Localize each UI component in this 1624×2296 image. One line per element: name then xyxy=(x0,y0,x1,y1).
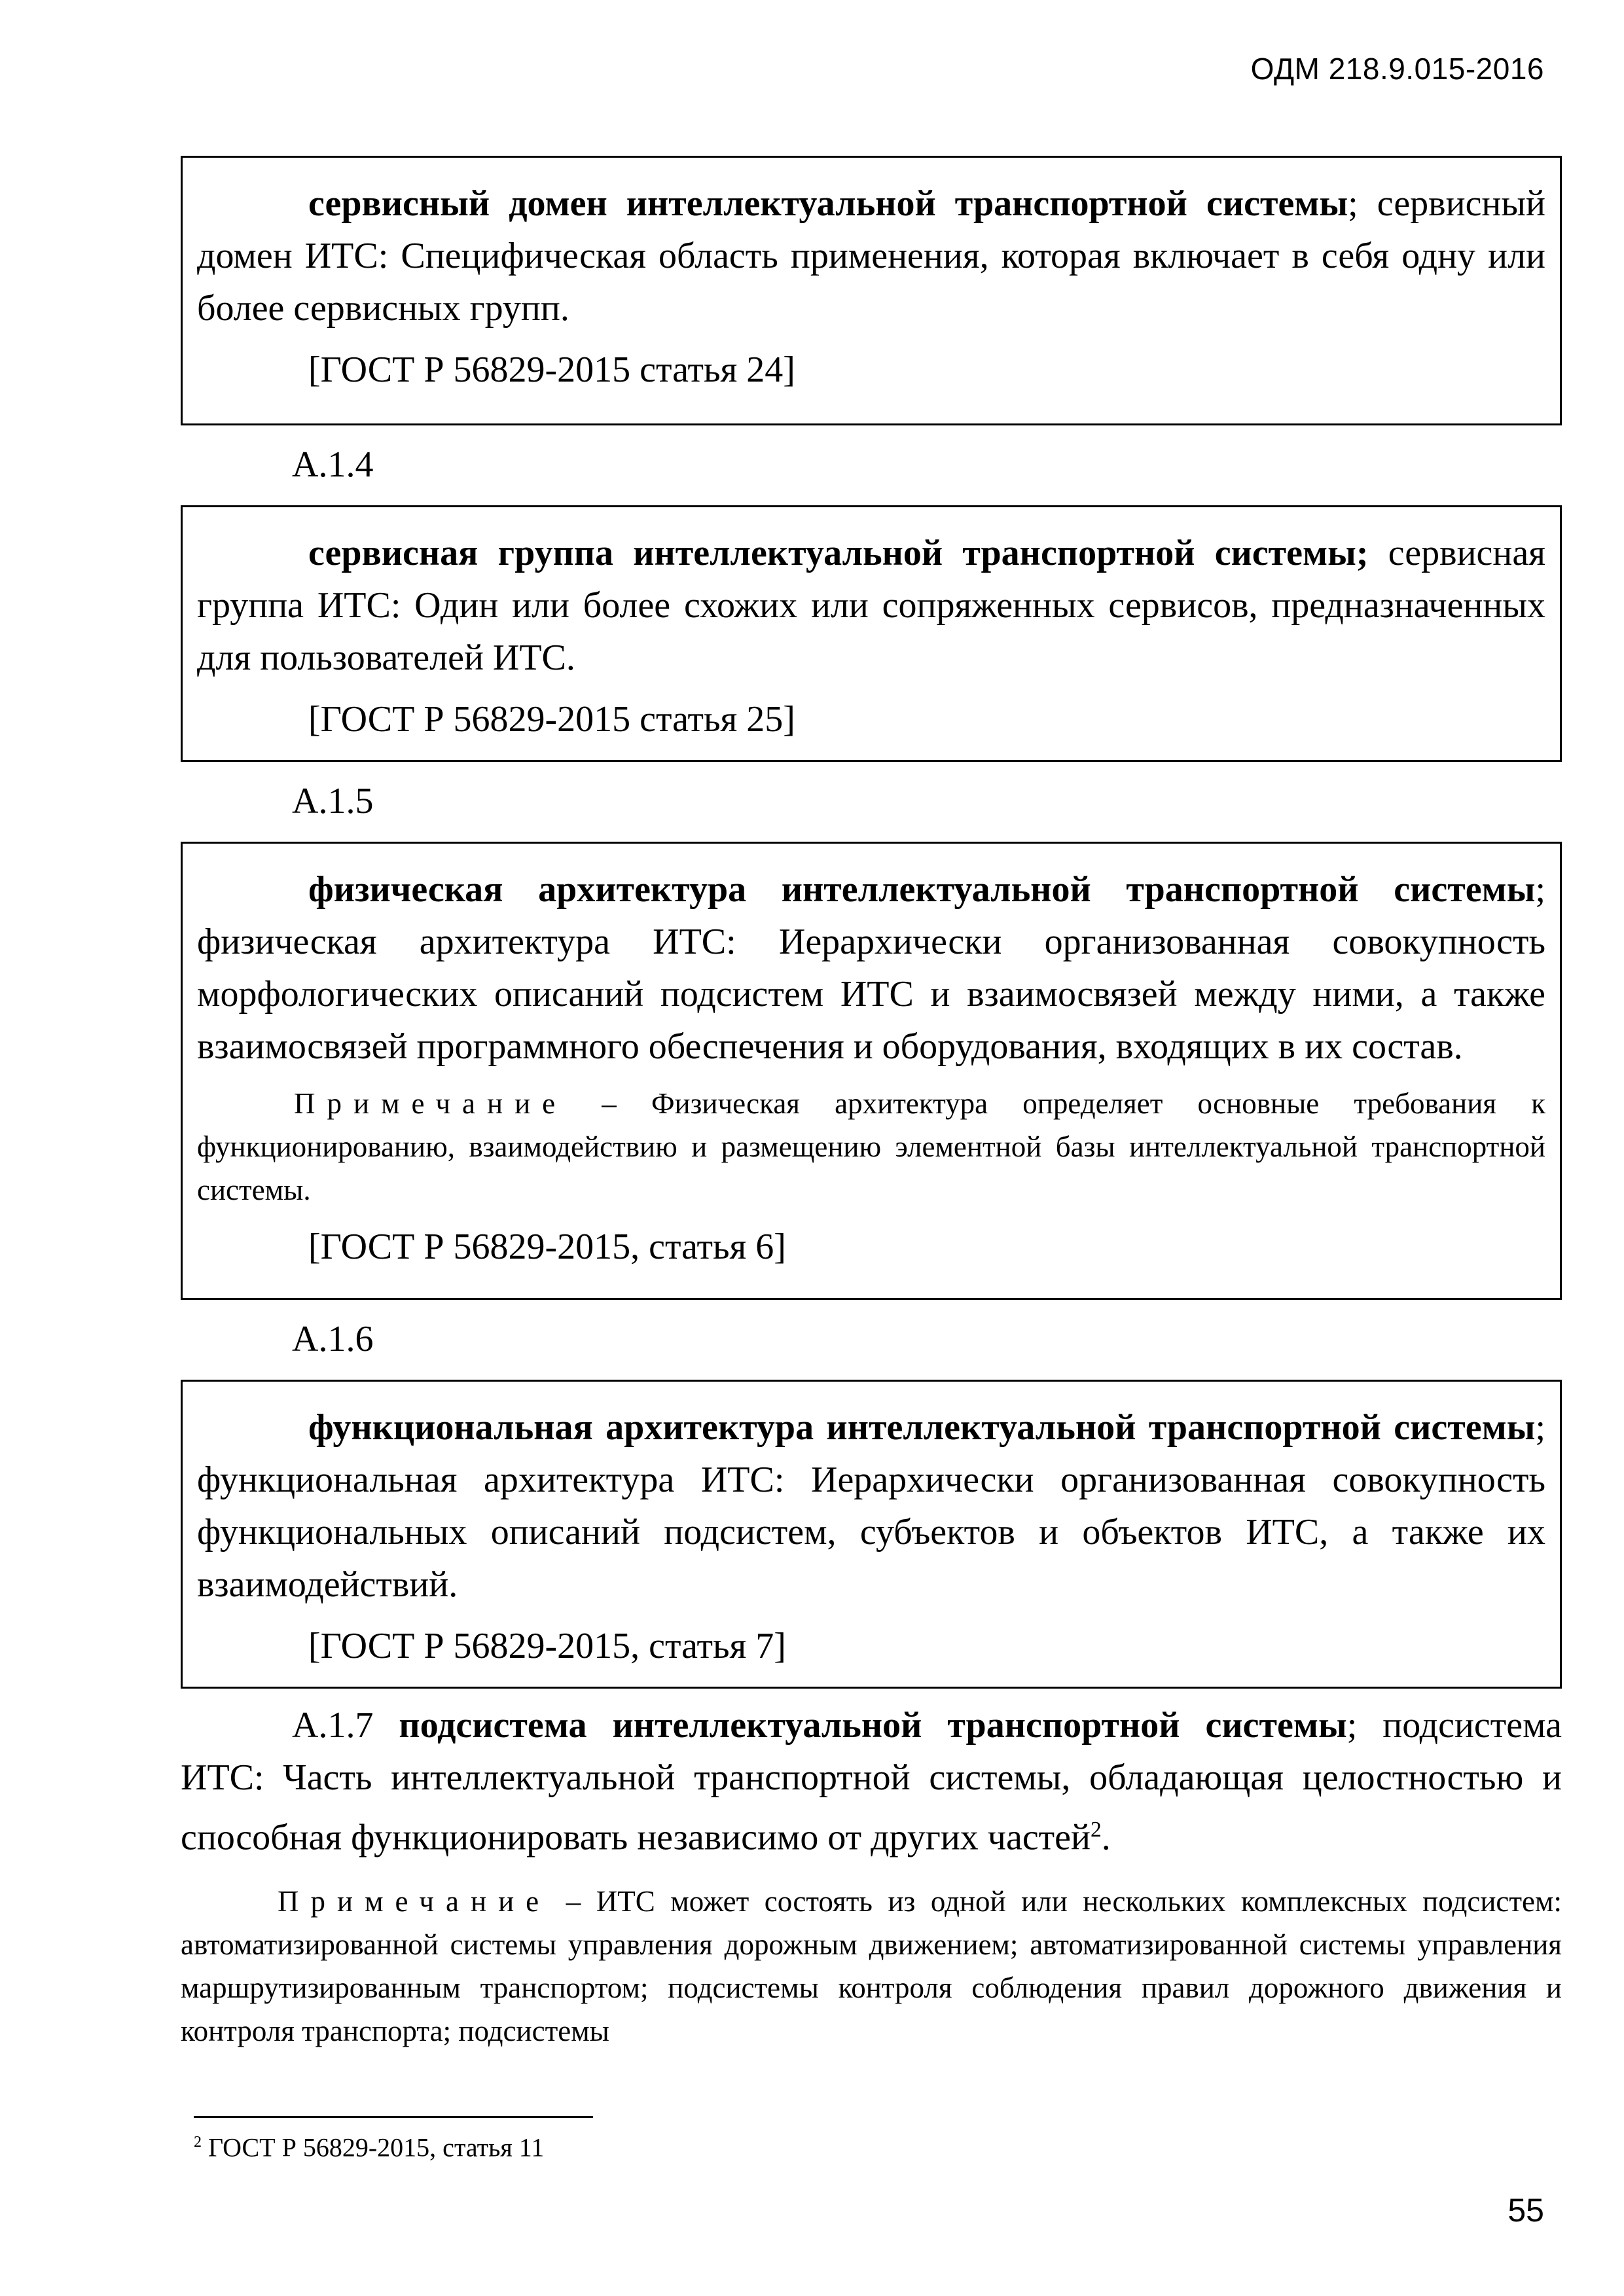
note-text: – Физическая архитектура определяет основные требования к функционированию, взаимодействию и размещению элементной базы интеллектуальной транспортной системы. xyxy=(197,1087,1545,1206)
definition-box-service-domain xyxy=(181,156,1562,425)
term: сервисный домен интеллектуальной транспортной системы xyxy=(308,183,1348,224)
note-text: – ИТС может состоять из одной или нескольких комплексных подсистем: автоматизированной системы управления дорожным движением; автоматизированной системы управления маршрутизированным транспортом; подсистемы контроля соблюдения правил дорожного движения и контроля транспорта; подсистемы xyxy=(181,1884,1562,2047)
term: подсистема интеллектуальной транспортной системы xyxy=(399,1705,1347,1746)
document-id: ОДМ 218.9.015-2016 xyxy=(1250,52,1544,86)
note-label: Примечание xyxy=(278,1884,551,1918)
term: функциональная архитектура интеллектуальной транспортной системы xyxy=(308,1407,1536,1448)
definition-text xyxy=(181,1699,1562,1864)
note xyxy=(181,1880,1562,2053)
term: сервисная группа интеллектуальной транспортной системы; xyxy=(308,533,1369,573)
footnote-text: ГОСТ Р 56829-2015, статья 11 xyxy=(202,2132,545,2162)
definition-box-service-group xyxy=(181,505,1562,762)
source-reference: [ГОСТ Р 56829-2015 статья 24] xyxy=(308,350,795,390)
section-label: А.1.6 xyxy=(292,1319,374,1359)
term: физическая архитектура интеллектуальной транспортной системы xyxy=(308,869,1536,910)
section-label: А.1.4 xyxy=(292,444,374,485)
source-reference: [ГОСТ Р 56829-2015, статья 6] xyxy=(308,1227,786,1267)
footnote-ref[interactable]: 2 xyxy=(1090,1818,1102,1842)
paragraph-a17 xyxy=(181,1699,1562,2053)
definition: ; сервисный домен ИТС: Специфическая область применения, которая включает в себя одну или более сервисных групп. xyxy=(197,183,1545,329)
section-label: А.1.5 xyxy=(292,781,374,821)
footnote-number: 2 xyxy=(194,2134,202,2151)
definition-text xyxy=(197,1401,1545,1611)
definition-box-physical-architecture xyxy=(181,842,1562,1300)
note xyxy=(197,1082,1545,1211)
definition: ; функциональная архитектура ИТС: Иерархически организованная совокупность функциональных описаний подсистем, субъектов и объектов ИТС, а также их взаимодействий. xyxy=(197,1407,1545,1605)
definition-text xyxy=(197,527,1545,684)
sentence-end: . xyxy=(1101,1817,1111,1858)
footnote xyxy=(194,2125,544,2165)
definition: ; подсистема ИТС: Часть интеллектуальной транспортной системы, обладающая целостностью и способная функционировать независимо от других частей xyxy=(181,1705,1562,1858)
source-reference: [ГОСТ Р 56829-2015 статья 25] xyxy=(308,699,795,740)
definition-text xyxy=(197,863,1545,1073)
definition-text xyxy=(197,177,1545,334)
footnote-divider xyxy=(194,2116,593,2118)
definition: ; физическая архитектура ИТС: Иерархически организованная совокупность морфологических описаний подсистем ИТС и взаимосвязей между ними, а также взаимосвязей программного обеспечения и оборудования, входящих в их состав. xyxy=(197,869,1545,1067)
definition-box-functional-architecture xyxy=(181,1380,1562,1689)
page-number: 55 xyxy=(1507,2192,1544,2229)
section-label: А.1.7 xyxy=(292,1705,374,1746)
definition: сервисная группа ИТС: Один или более схожих или сопряженных сервисов, предназначенных для пользователей ИТС. xyxy=(197,533,1545,678)
page-content xyxy=(181,156,1562,2056)
source-reference: [ГОСТ Р 56829-2015, статья 7] xyxy=(308,1626,786,1666)
note-label: Примечание xyxy=(294,1087,568,1120)
